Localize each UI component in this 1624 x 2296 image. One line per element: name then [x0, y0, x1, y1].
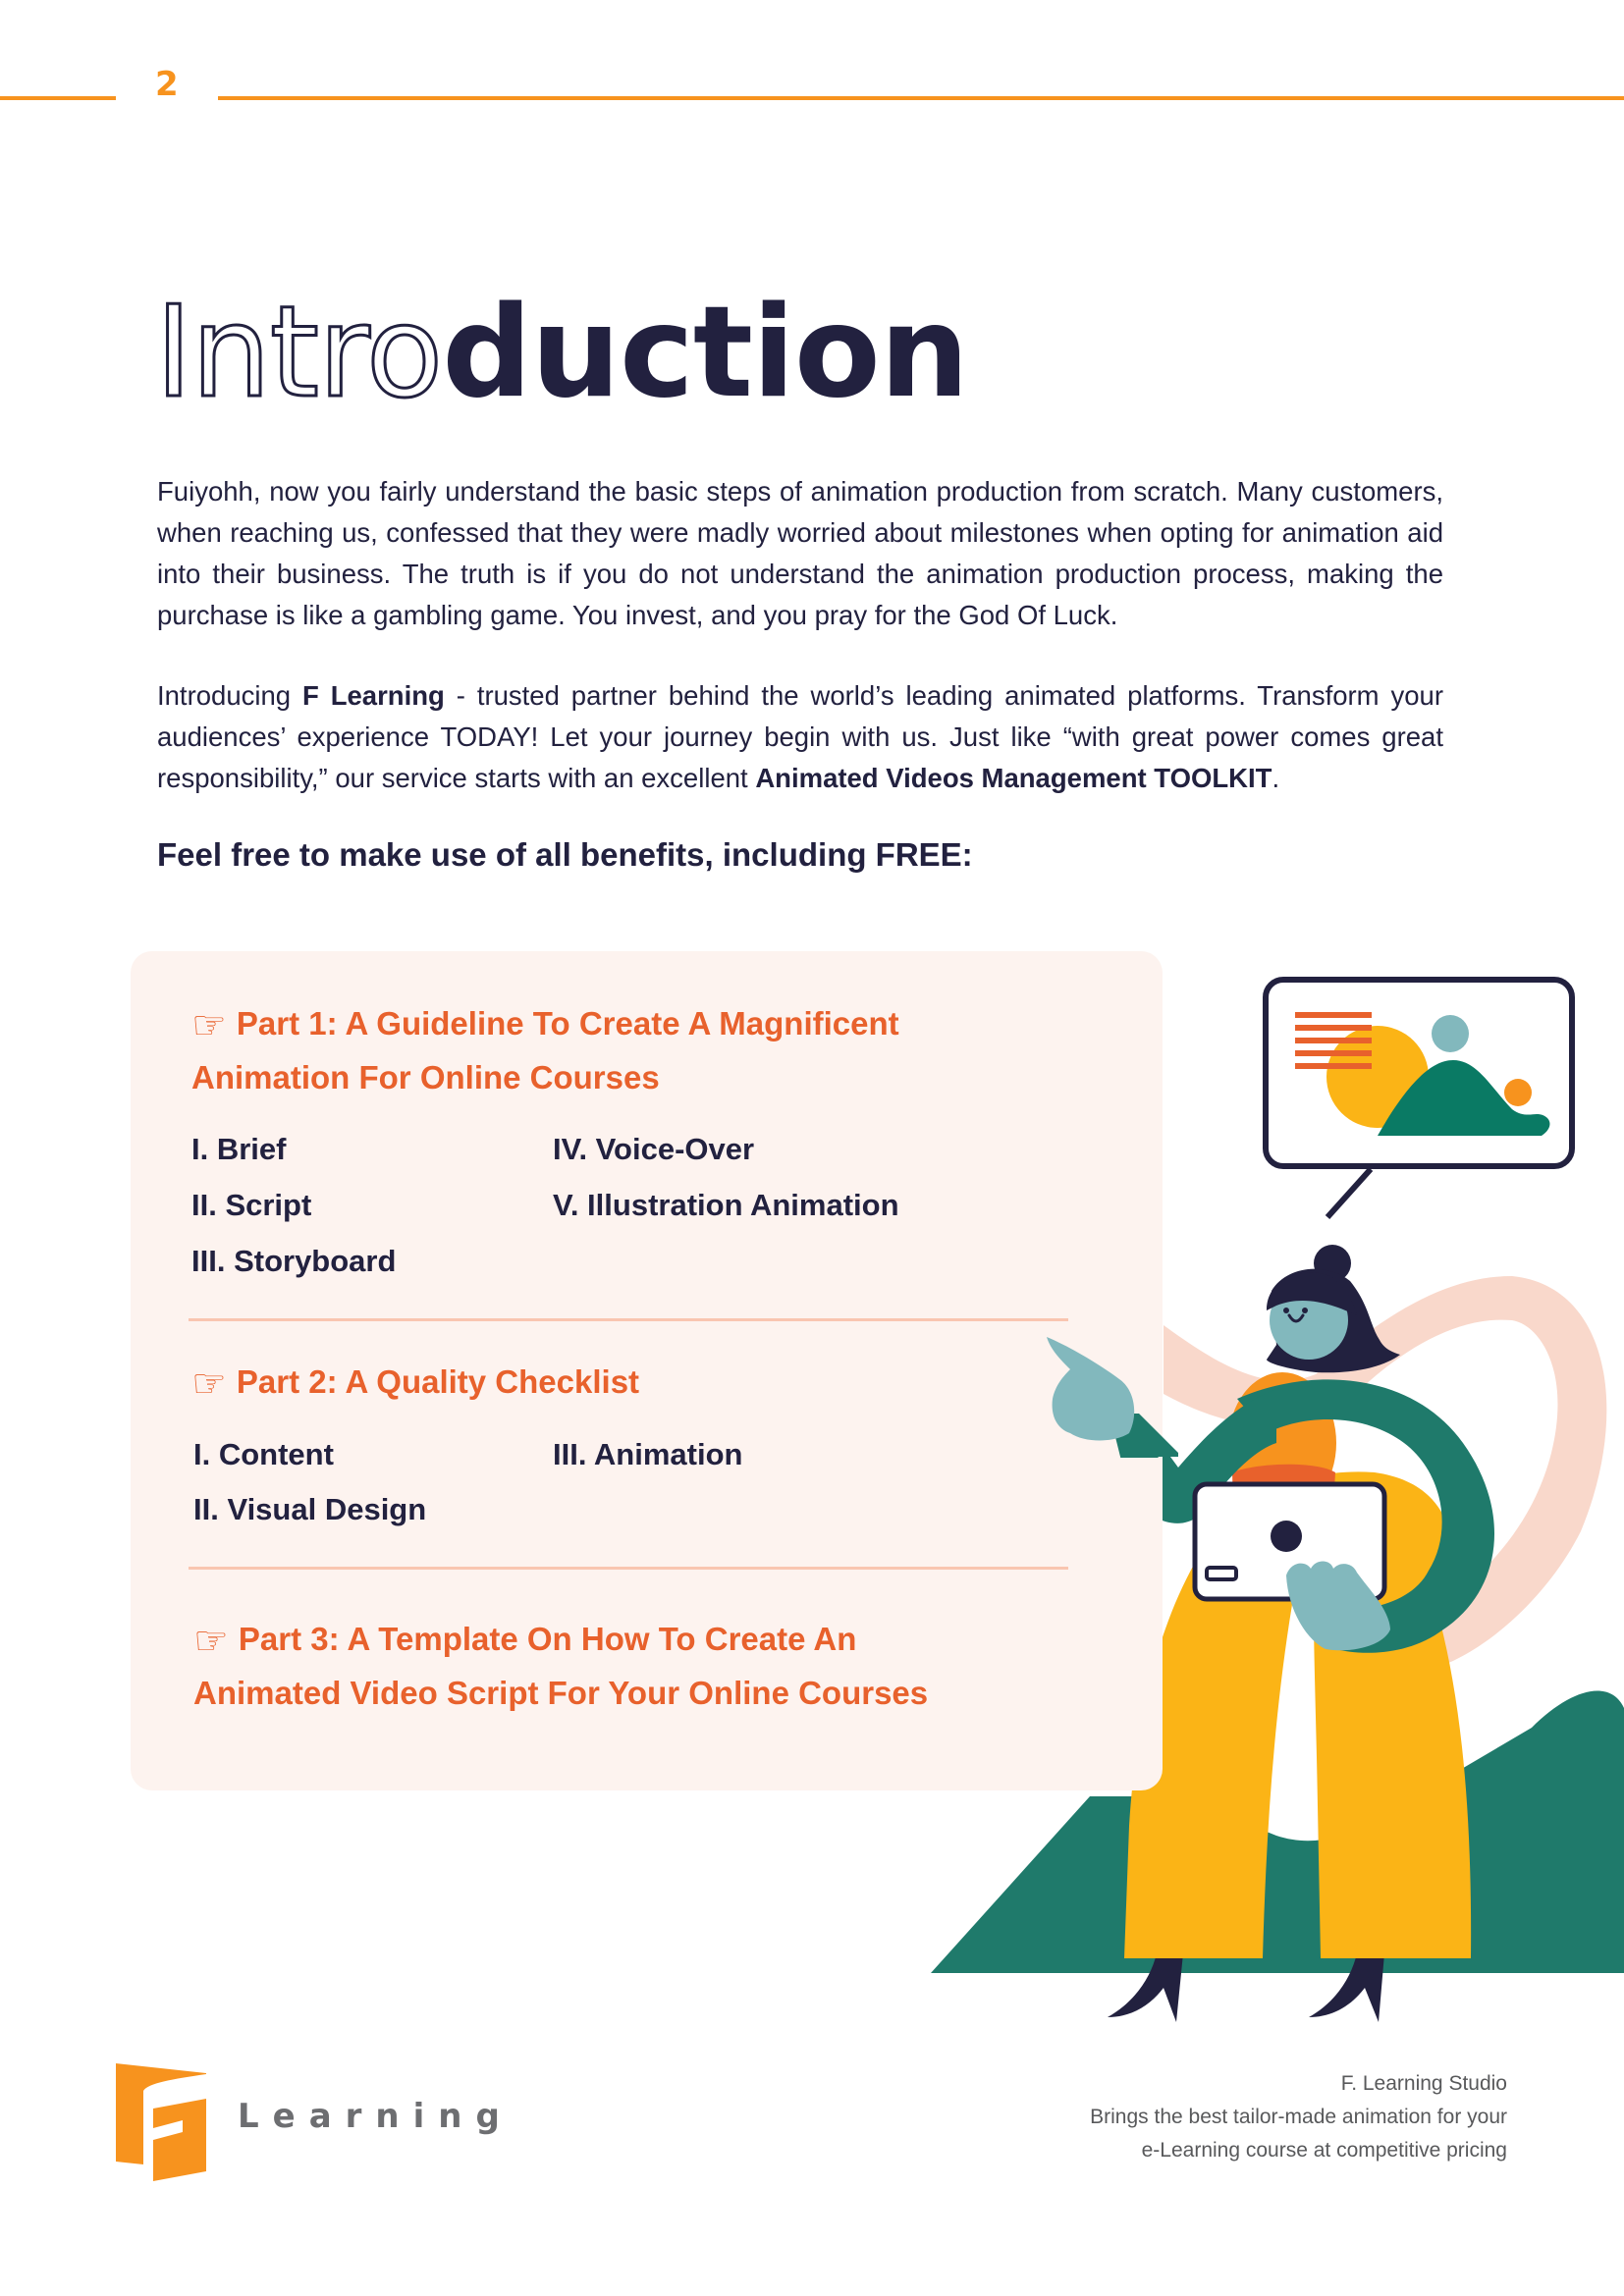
tablet-camera	[1271, 1521, 1302, 1552]
tagline-line-2: e-Learning course at competitive pricing	[1141, 2139, 1507, 2162]
left-eye	[1283, 1308, 1289, 1313]
part1-title-line2[interactable]: Animation For Online Courses	[191, 1059, 660, 1095]
pointing-hand-icon: ☞	[193, 1619, 229, 1664]
cloud-circle-teal	[1432, 1015, 1469, 1052]
brand-name: F Learning	[301, 680, 445, 711]
page-number: 2	[155, 65, 179, 104]
para2-text-post: .	[1272, 763, 1280, 793]
pointing-arm-overlay	[1041, 1330, 1178, 1458]
title-solid-part: duction	[442, 280, 968, 426]
toolkit-name: Animated Videos Management TOOLKIT	[755, 763, 1272, 793]
part3-title-line2[interactable]: Animated Video Script For Your Online Courses	[193, 1675, 929, 1711]
title-outline-part: Intro	[155, 280, 443, 426]
divider-2	[189, 1567, 1068, 1570]
part2-title: Part 2: A Quality Checklist	[236, 1363, 640, 1400]
part1-item-brief: I. Brief	[191, 1132, 287, 1166]
f-learning-logo-icon	[114, 2061, 208, 2181]
pointing-hand-icon: ☞	[191, 1362, 227, 1407]
footer-tagline	[1090, 2067, 1507, 2167]
header-rule-left	[0, 96, 116, 100]
para2-text-pre: Introducing	[157, 680, 302, 711]
part3-title-line1: Part 3: A Template On How To Create An	[238, 1621, 857, 1657]
part1-item-storyboard: III. Storyboard	[191, 1244, 397, 1278]
benefits-heading: Feel free to make use of all benefits, including FREE:	[157, 836, 973, 873]
intro-paragraph-2	[157, 675, 1443, 799]
part1-heading[interactable]	[191, 996, 899, 1053]
part1-item-voice-over: IV. Voice-Over	[553, 1132, 755, 1166]
part2-item-visual-design: II. Visual Design	[193, 1492, 427, 1526]
para2-text-mid: - trusted partner behind the world’s leading animated platforms. Transform your audiences’ experience TODAY! Let your journey begin with us. Just like “with great power comes great responsibility,” our service starts with an excellent	[157, 680, 1443, 793]
logo-wordmark: Learning	[238, 2097, 514, 2136]
pointing-hand-icon: ☞	[191, 1003, 227, 1048]
part1-item-illustration-animation: V. Illustration Animation	[553, 1188, 899, 1222]
cloud-circle-orange	[1504, 1079, 1532, 1106]
tablet-button	[1207, 1568, 1236, 1579]
part2-item-content: I. Content	[193, 1437, 334, 1471]
part1-title-line1: Part 1: A Guideline To Create A Magnificent	[236, 1005, 899, 1041]
intro-paragraph-1: Fuiyohh, now you fairly understand the basic steps of animation production from scratch. Many customers, when reaching us, confessed that they were madly worried about milestones when opting for animation aid into their business. The truth is if you do not understand the animation production process, making the purchase is like a gambling game. You invest, and you pray for the God Of Luck.	[157, 476, 1443, 630]
page-title	[155, 280, 968, 426]
part3-heading[interactable]	[193, 1612, 856, 1669]
part2-item-animation: III. Animation	[553, 1437, 743, 1471]
tagline-line-1: Brings the best tailor-made animation for your	[1090, 2106, 1507, 2128]
part1-item-script: II. Script	[191, 1188, 312, 1222]
part2-heading[interactable]	[191, 1355, 639, 1412]
right-eye	[1302, 1308, 1308, 1313]
screen-pointer	[1327, 1169, 1371, 1217]
studio-name: F. Learning Studio	[1340, 2072, 1507, 2095]
header-rule-right	[218, 96, 1624, 100]
divider-1	[189, 1318, 1068, 1321]
